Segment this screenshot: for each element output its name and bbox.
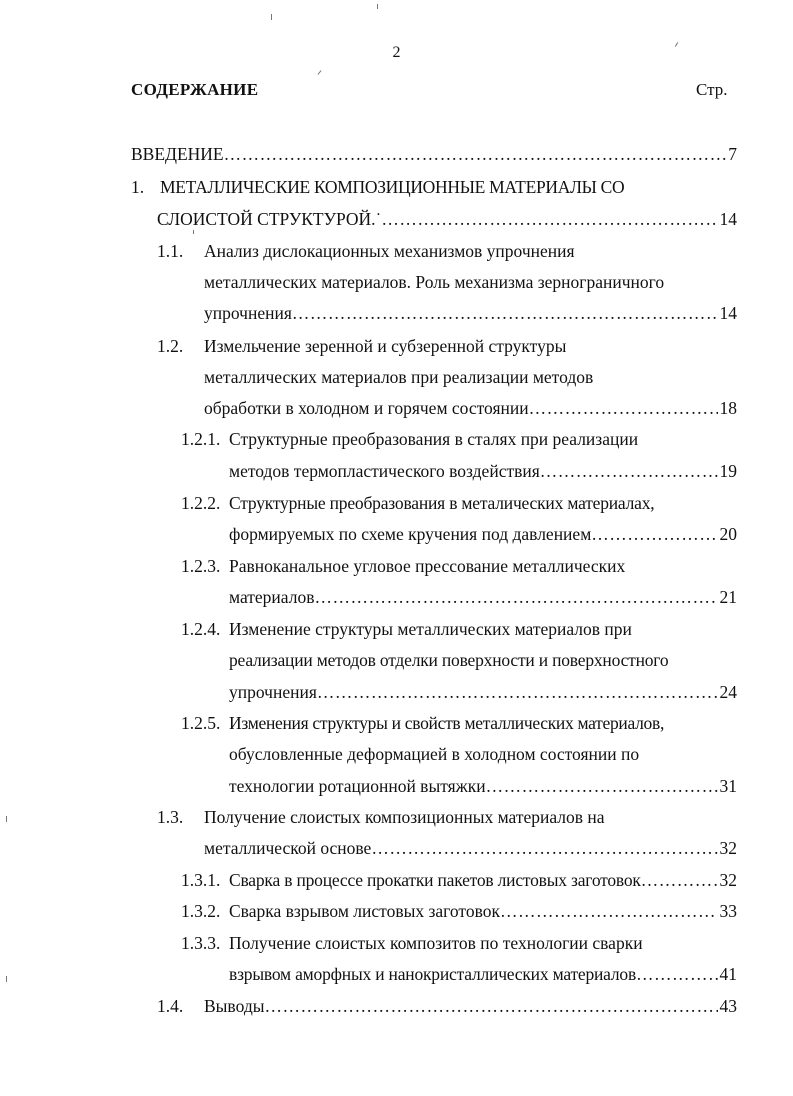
toc-title: упрочнения <box>204 303 292 323</box>
toc-number: 1.2.5. <box>181 713 221 733</box>
leader-dots <box>500 901 718 921</box>
toc-entry-1-2-2 <box>229 524 737 544</box>
toc-number: 1.3.3. <box>181 933 221 953</box>
toc-entry-1-3-2 <box>229 901 737 921</box>
toc-title: Анализ дислокационных механизмов упрочнения <box>204 241 575 261</box>
toc-number: 1.4. <box>157 996 184 1016</box>
toc-title: металлических материалов. Роль механизма зернограничного <box>204 272 665 292</box>
toc-title: технологии ротационной вытяжки <box>229 776 486 796</box>
toc-entry-1-2-3 <box>229 587 737 607</box>
toc-title: материалов <box>229 587 315 607</box>
toc-title: обработки в холодном и горячем состоянии <box>204 398 529 418</box>
toc-number: 1.2.1. <box>181 429 221 449</box>
leader-dots <box>636 964 717 984</box>
toc-title: Структурные преобразования в сталях при реализации <box>229 429 639 449</box>
toc-page: 32 <box>719 838 737 858</box>
toc-page: 31 <box>719 776 737 796</box>
toc-page: 14 <box>719 303 737 323</box>
scan-speck <box>377 4 378 9</box>
leader-dots <box>314 587 717 607</box>
leader-dots <box>529 398 718 418</box>
leader-dots <box>641 870 718 890</box>
toc-title: Получение слоистых композитов по технологии сварки <box>229 933 643 953</box>
toc-title: Изменение структуры металлических материалов при <box>229 619 632 639</box>
toc-number: 1.2.2. <box>181 493 221 513</box>
toc-page: 21 <box>719 587 737 607</box>
toc-page: 41 <box>719 964 737 984</box>
toc-page: 19 <box>719 461 737 481</box>
toc-number: 1. <box>131 177 145 197</box>
toc-entry-intro <box>131 144 737 164</box>
toc-number: 1.1. <box>157 241 184 261</box>
leader-dots <box>292 303 718 323</box>
leader-dots <box>381 209 717 229</box>
leader-dots <box>486 776 718 796</box>
toc-entry-1-3-1 <box>229 870 737 890</box>
toc-title: Структурные преобразования в металических материалах, <box>229 493 655 513</box>
toc-entry-1-4 <box>204 996 737 1016</box>
toc-number: 1.2. <box>157 336 184 356</box>
toc-page: 18 <box>719 398 737 418</box>
toc-page: 20 <box>719 524 737 544</box>
scan-speck <box>193 230 194 234</box>
toc-number: 1.2.3. <box>181 556 221 576</box>
leader-dots <box>540 461 718 481</box>
toc-title: Сварка в процессе прокатки пакетов листовых заготовок <box>229 870 641 890</box>
scan-speck <box>6 976 7 982</box>
toc-title: металлических материалов при реализации методов <box>204 367 594 387</box>
toc-title: формируемых по схеме кручения под давлением <box>229 524 592 544</box>
scan-speck <box>318 70 322 74</box>
toc-entry-1 <box>157 209 737 229</box>
toc-title: Выводы <box>204 996 265 1016</box>
toc-entry-1-2 <box>204 398 737 418</box>
leader-dots <box>591 524 717 544</box>
toc-entry-1-3 <box>204 838 737 858</box>
toc-title: МЕТАЛЛИЧЕСКИЕ КОМПОЗИЦИОННЫЕ МАТЕРИАЛЫ СО <box>160 177 625 197</box>
toc-heading: СОДЕРЖАНИЕ <box>131 80 259 99</box>
toc-entry-1-2-1 <box>229 461 737 481</box>
toc-title: упрочнения <box>229 682 317 702</box>
toc-number: 1.3.2. <box>181 901 221 921</box>
toc-entry-1-3-3 <box>229 964 737 984</box>
toc-page: 24 <box>719 682 737 702</box>
toc-entry-1-1 <box>204 303 737 323</box>
toc-title: методов термопластического воздействия <box>229 461 540 481</box>
scan-speck <box>6 816 7 822</box>
toc-title: Равноканальное угловое прессование металлических <box>229 556 626 576</box>
scan-speck <box>271 14 272 20</box>
toc-page: 33 <box>719 901 737 921</box>
toc-title: металлической основе <box>204 838 372 858</box>
toc-page: 43 <box>719 996 737 1016</box>
toc-page: 14 <box>719 209 737 229</box>
toc-title: Получение слоистых композиционных материалов на <box>204 807 605 827</box>
leader-dots <box>224 144 727 164</box>
toc-entry-1-2-5 <box>229 776 737 796</box>
toc-title: Измельчение зеренной и субзеренной структуры <box>204 336 567 356</box>
toc-page: 7 <box>728 144 737 164</box>
toc-page: 32 <box>719 870 737 890</box>
toc-title: ВВЕДЕНИЕ <box>131 144 224 164</box>
toc-entry-1-2-4 <box>229 682 737 702</box>
leader-dots <box>317 682 718 702</box>
page-number: 2 <box>392 44 401 61</box>
page-column-label: Стр. <box>696 80 728 99</box>
toc-title: реализации методов отделки поверхности и поверхностного <box>229 650 669 670</box>
leader-dots <box>371 838 717 858</box>
leader-dots <box>264 996 717 1016</box>
toc-number: 1.3. <box>157 807 184 827</box>
toc-title: обусловленные деформацией в холодном состоянии по <box>229 744 640 764</box>
toc-title: Изменения структуры и свойств металлических материалов, <box>229 713 665 733</box>
toc-number: 1.3.1. <box>181 870 221 890</box>
toc-title: Сварка взрывом листовых заготовок <box>229 901 500 921</box>
toc-title: взрывом аморфных и нанокристаллических материалов <box>229 964 637 984</box>
toc-title: СЛОИСТОЙ СТРУКТУРОЙ.˙ <box>157 209 382 229</box>
toc-number: 1.2.4. <box>181 619 221 639</box>
